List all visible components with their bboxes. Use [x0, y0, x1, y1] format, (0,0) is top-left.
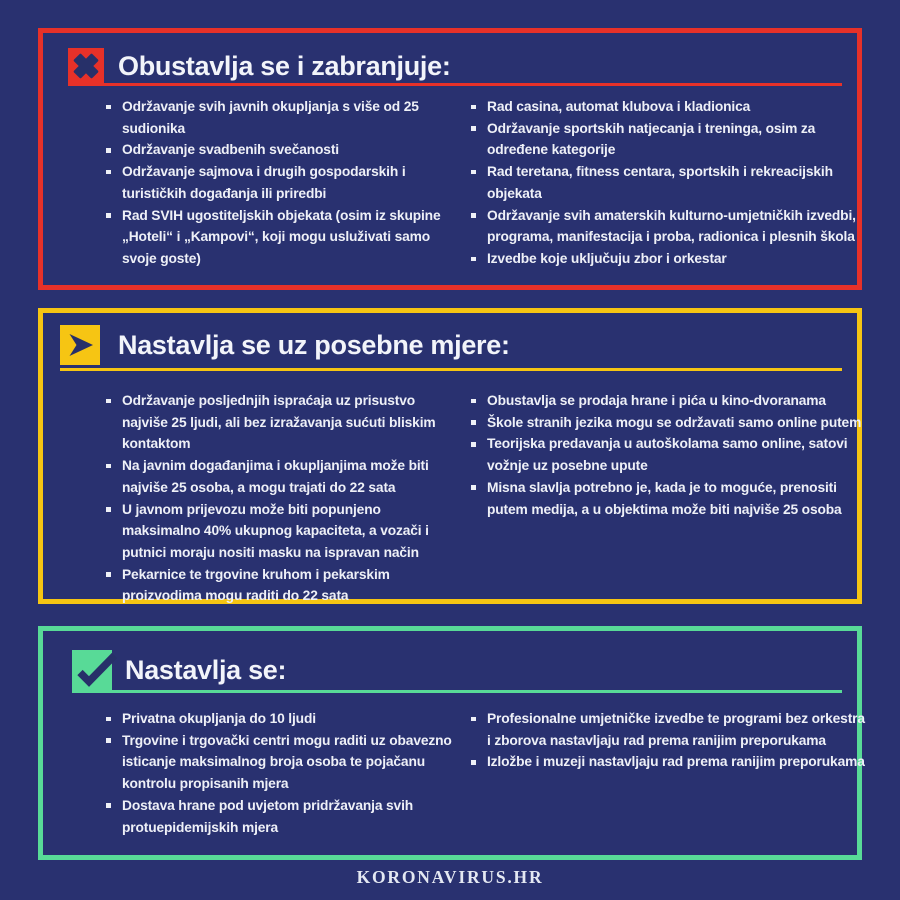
title-underline	[68, 83, 842, 86]
check-icon	[72, 650, 112, 690]
list-item: Održavanje svadbenih svečanosti	[105, 139, 457, 161]
bullet-list-left	[105, 390, 457, 607]
list-item: Privatna okupljanja do 10 ljudi	[105, 708, 457, 730]
list-item: Rad casina, automat klubova i kladionica	[470, 96, 866, 118]
list-item: Održavanje svih amaterskih kulturno-umjetničkih izvedbi, programa, manifestacija i proba, radionica i plesnih škola	[470, 205, 866, 248]
section-title: Nastavlja se:	[125, 655, 287, 685]
list-item: Škole stranih jezika mogu se održavati samo online putem	[470, 412, 866, 434]
arrow-right-icon	[60, 325, 100, 365]
list-item: U javnom prijevozu može biti popunjeno maksimalno 40% ukupnog kapaciteta, a vozači i putnici moraju nositi masku na ispravan način	[105, 499, 457, 564]
site-name: KORONAVIRUS.HR	[356, 867, 544, 887]
bullet-list-right	[470, 390, 866, 520]
title-underline	[60, 368, 842, 371]
list-item: Teorijska predavanja u autoškolama samo online, satovi vožnje uz posebne upute	[470, 433, 866, 476]
section-title: Obustavlja se i zabranjuje:	[118, 51, 451, 81]
list-item: Izložbe i muzeji nastavljaju rad prema ranijim preporukama	[470, 751, 866, 773]
bullet-list-left	[105, 708, 457, 838]
list-item: Rad SVIH ugostiteljskih objekata (osim iz skupine „Hoteli“ i „Kampovi“, koji mogu usluživati samo svoje goste)	[105, 205, 457, 270]
list-item: Održavanje svih javnih okupljanja s više od 25 sudionika	[105, 96, 457, 139]
title-underline	[72, 690, 842, 693]
list-item: Profesionalne umjetničke izvedbe te programi bez orkestra i zborova nastavljaju rad prema ranijim preporukama	[470, 708, 866, 751]
list-item: Pekarnice te trgovine kruhom i pekarskim proizvodima mogu raditi do 22 sata	[105, 564, 457, 607]
section-title: Nastavlja se uz posebne mjere:	[118, 330, 510, 360]
list-item: Održavanje sajmova i drugih gospodarskih i turističkih događanja ili priredbi	[105, 161, 457, 204]
bullet-list-left	[105, 96, 457, 270]
list-item: Obustavlja se prodaja hrane i pića u kino-dvoranama	[470, 390, 866, 412]
list-item: Trgovine i trgovački centri mogu raditi uz obavezno isticanje maksimalnog broja osoba te pojačanu kontrolu propisanih mjera	[105, 730, 457, 795]
x-mark-icon	[68, 48, 104, 84]
section-special-measures	[38, 308, 862, 604]
list-item: Održavanje sportskih natjecanja i treninga, osim za određene kategorije	[470, 118, 866, 161]
list-item: Misna slavlja potrebno je, kada je to moguće, prenositi putem medija, a u objektima može biti najviše 25 osoba	[470, 477, 866, 520]
list-item: Dostava hrane pod uvjetom pridržavanja svih protuepidemijskih mjera	[105, 795, 457, 838]
bullet-list-right	[470, 96, 866, 270]
section-prohibited	[38, 28, 862, 290]
bullet-list-right	[470, 708, 866, 773]
section-continues	[38, 626, 865, 860]
list-item: Rad teretana, fitness centara, sportskih i rekreacijskih objekata	[470, 161, 866, 204]
list-item: Izvedbe koje uključuju zbor i orkestar	[470, 248, 866, 270]
list-item: Na javnim događanjima i okupljanjima može biti najviše 25 osoba, a mogu trajati do 22 sata	[105, 455, 457, 498]
list-item: Održavanje posljednjih ispraćaja uz prisustvo najviše 25 ljudi, ali bez izražavanja sućuti bliskim kontaktom	[105, 390, 457, 455]
